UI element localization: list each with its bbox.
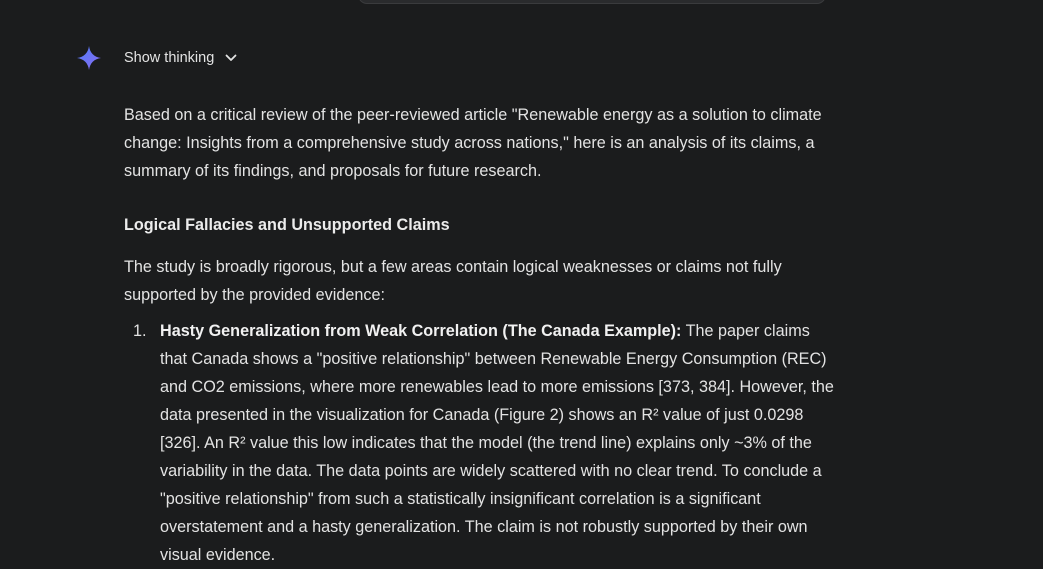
list-item bbox=[124, 317, 836, 569]
prompt-input-bar-edge bbox=[358, 0, 826, 4]
section-heading: Logical Fallacies and Unsupported Claims bbox=[124, 216, 450, 234]
list-item-title: Hasty Generalization from Weak Correlation (The Canada Example): bbox=[160, 322, 682, 340]
chevron-down-icon[interactable] bbox=[224, 51, 238, 65]
show-thinking-label: Show thinking bbox=[124, 50, 215, 66]
show-thinking-button[interactable] bbox=[124, 46, 238, 70]
gemini-spark-icon bbox=[76, 45, 102, 71]
intro-paragraph: Based on a critical review of the peer-reviewed article "Renewable energy as a solution to climate change: Insights from a comprehensive study across nations," here is an analysis of its claims, a summary of its findings, and proposals for future research. bbox=[124, 106, 822, 180]
section-intro-paragraph: The study is broadly rigorous, but a few areas contain logical weaknesses or claims not fully supported by the provided evidence: bbox=[124, 258, 782, 304]
list-item-text: The paper claims that Canada shows a "positive relationship" between Renewable Energy Consumption (REC) and CO2 emissions, where more renewables lead to more emissions [373, 384]. However, the data presented in the visualization for Canada (Figure 2) shows an R² value of just 0.0298 [326]. An R² value this low indicates that the model (the trend line) explains only ~3% of the variability in the data. The data points are widely scattered with no clear trend. To conclude a "positive relationship" from such a statistically insignificant correlation is a significant overstatement and a hasty generalization. The claim is not robustly supported by their own visual evidence. bbox=[160, 322, 834, 564]
response-body bbox=[124, 101, 836, 569]
list-item-number: 1. bbox=[133, 322, 147, 340]
fallacy-list bbox=[124, 317, 836, 569]
